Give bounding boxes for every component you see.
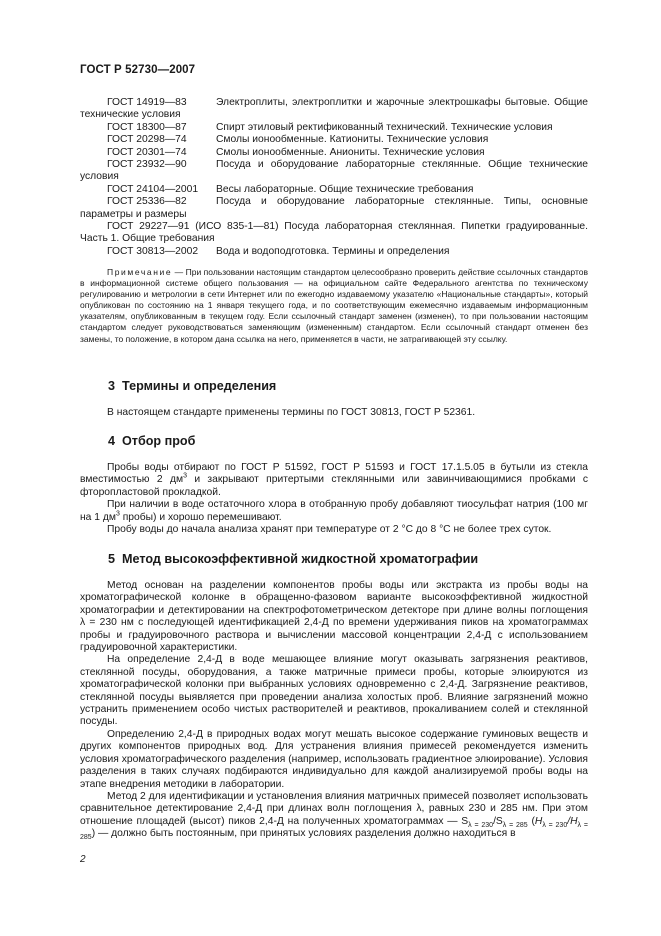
reference-code: ГОСТ 24104—2001 [107,183,199,195]
reference-item [80,221,588,246]
note-text: — При пользовании настоящим стандартом целесообразно проверить действие ссылочных стандартов в информационной системе общего пользования — на официальном сайте Федерального агентства по техническому регулированию и метрологии в сети Интернет или по ежегодно издаваемому указателю «Национальные стандарты», который опубликован по состоянию на 1 января текущего года, и по соответствующим ежемесячно издаваемым информационным указателям, опубликованным в текущем году. Если ссылочный стандарт заменен (изменен), то при пользовании настоящим стандартом следует руководствоваться заменяющим (измененным) стандартом. Если ссылочный стандарт отменен без замены, то положение, в котором дана ссылка на него, применяется в части, не затрагивающей эту ссылку. [80,267,588,344]
references-note [80,267,588,345]
document-header: ГОСТ Р 52730—2007 [80,64,196,76]
reference-code: ГОСТ 23932—90 [107,159,187,171]
reference-code: ГОСТ 20301—74 [107,146,187,158]
reference-code: ГОСТ 29227—91 (ИСО 835-1—81) [107,221,279,233]
section-5-body [80,580,588,841]
reference-title: Смолы ионообменные. Аниониты. Технические условия [216,146,485,158]
section-5-heading: 5 Метод высокоэффективной жидкостной хроматографии [108,552,479,566]
reference-title: Посуда лабораторная стеклянная. Пипетки градуированные. Часть 1. Общие требования [80,221,588,245]
reference-title: Вода и водоподготовка. Термины и определения [216,245,450,257]
paragraph: Пробу воды до начала анализа хранят при температуре от 2 °С до 8 °С не более трех суток. [107,524,552,536]
reference-item [80,246,588,258]
paragraph: В настоящем стандарте применены термины по ГОСТ 30813, ГОСТ Р 52361. [107,407,476,418]
reference-code: ГОСТ 18300—87 [107,121,187,133]
reference-item [80,184,588,196]
paragraph: Метод 2 для идентификации и установления влияния матричных примесей позволяет использовать сравнительное детектирование 2,4-Д при длинах волн поглощения λ, равных 230 и 285 нм. При этом отношение площадей (высот) пиков 2,4-Д на полученных хроматограммах — $S_{\lambda = 230}/S_{\lambda = 285}$ $(H_{\lambda = 230}/H_{\lambda = 285})$ — должно быть постоянным, при принятых условиях разделения должно находиться в [80,790,589,842]
reference-title: Смолы ионообменные. Катиониты. Технические условия [216,134,489,146]
reference-title: Весы лабораторные. Общие технические требования [216,183,474,195]
section-4-heading: 4 Отбор проб [108,434,196,448]
reference-title: Электроплиты, электроплитки и жарочные электрошкафы бытовые. Общие технические условия [80,97,588,121]
reference-item [80,122,588,134]
paragraph: Определению 2,4-Д в природных водах могут мешать высокое содержание гуминовых веществ и других компонентов природных вод. Для устранения влияния примесей рекомендуется изменить условия хроматографического разделения (например, использовать градиентное элюирование). Условия разделения в таких случаях подбираются индивидуально для каждой анализируемой пробы воды на этапе внедрения методики в лаборатории. [80,728,588,790]
reference-code: ГОСТ 25336—82 [107,196,187,208]
reference-item [80,97,588,122]
section-3-body [80,407,588,419]
reference-title: Посуда и оборудование лабораторные стеклянные. Общие технические условия [80,159,588,183]
normative-references [80,97,588,258]
section-3-heading: 3 Термины и определения [108,379,277,393]
reference-item [80,159,588,184]
section-4-body [80,462,588,536]
paragraph: Пробы воды отбирают по ГОСТ Р 51592, ГОСТ Р 51593 и ГОСТ 17.1.5.05 в бутыли из стекла вместимостью 2 $дм^3$ и закрывают притертыми стеклянными или завинчивающимися пробками с фторопластовой прокладкой. [80,462,588,498]
reference-code: ГОСТ 14919—83 [107,97,187,108]
paragraph: На определение 2,4-Д в воде мешающее влияние могут оказывать загрязнения реактивов, стеклянной посуды, оборудования, а также матричные примеси пробы, которые элюируются из хроматографической колонки при выбранных условиях одновременно с 2,4-Д. Загрязнение реактивов, стеклянной посуды выявляется при проведении анализа холостых проб. Влияние загрязнений можно устранить применением особо чистых растворителей и реактивов, прокаливанием солей и стеклянной посуды. [80,654,588,728]
note-label: Примечание [107,267,173,277]
paragraph: Метод основан на разделении компонентов пробы воды или экстракта из пробы воды на хроматографической колонке в обращенно-фазовом варианте высокоэффективной жидкостной хроматографии и детектировании на спектрофотометрическом детекторе при длине волны поглощения λ = 230 нм с последующей идентификацией 2,4-Д по времени удерживания пиков на хроматограммах пробы и градуировочного раствора и вычислении массовой концентрации 2,4-Д с использованием градуировочной характеристики. [80,580,588,654]
reference-title: Посуда и оборудование лабораторные стеклянные. Типы, основные параметры и размеры [80,196,588,220]
reference-title: Спирт этиловый ректификованный технический. Технические условия [216,121,553,133]
reference-item [80,134,588,146]
reference-item [80,147,588,159]
reference-code: ГОСТ 20298—74 [107,134,187,146]
reference-item [80,196,588,221]
page-number: 2 [80,854,86,865]
reference-code: ГОСТ 30813—2002 [107,245,199,257]
paragraph: При наличии в воде остаточного хлора в отобранную пробу добавляют тиосульфат натрия (100 мг на 1 $дм^3$ пробы) и хорошо перемешивают. [80,499,588,523]
